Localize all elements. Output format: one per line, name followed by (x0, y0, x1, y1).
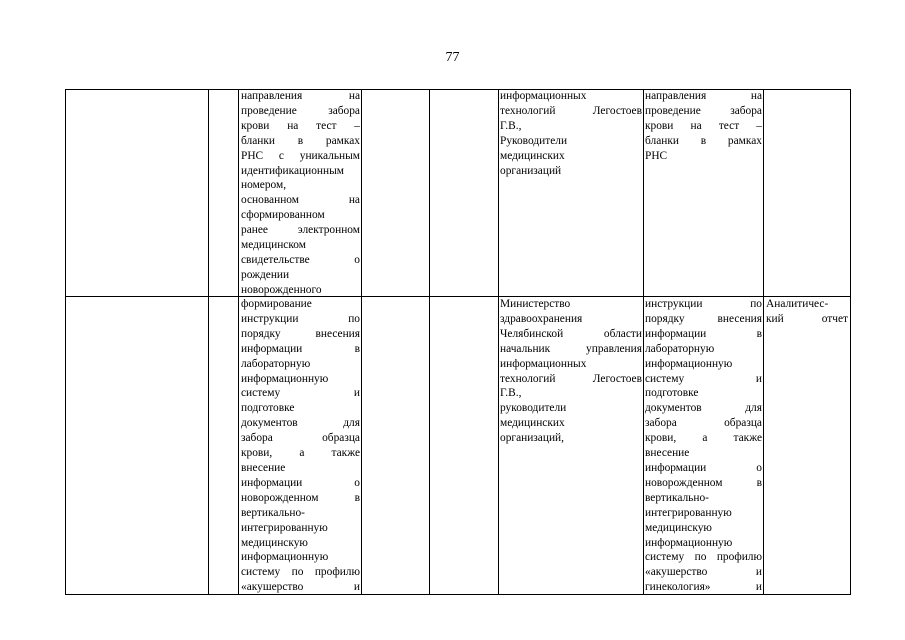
cell-text-line: «акушерство и (241, 581, 360, 594)
cell-text-line: порядку внесения (645, 312, 762, 325)
cell-text-line: забора образца (645, 417, 762, 430)
cell-text-line: информации в (241, 342, 360, 355)
cell-text-line: новорожденном в (241, 491, 360, 504)
cell-text-line: Аналитичес- (766, 298, 829, 310)
cell-text-line: интегрированную (241, 521, 328, 534)
cell-text-line: Челябинской области (500, 327, 642, 340)
cell-text-line: лабораторную (645, 342, 715, 355)
cell-text-line: начальник управления (500, 342, 642, 355)
cell-text-line: инструкции по (645, 298, 762, 310)
cell-text-line: направления на (241, 90, 360, 102)
cell-text-line: проведение забора (241, 104, 360, 117)
cell-responsible (500, 89, 642, 178)
cell-text-line: руководители (500, 402, 567, 415)
cell-text-line: медицинских (500, 149, 565, 162)
cell-text-line: ранее электронном (241, 224, 360, 237)
cell-text-line: вертикально- (645, 491, 709, 504)
cell-text-line: направления на (645, 90, 762, 102)
cell-text-line: документов для (645, 402, 762, 415)
cell-text-line: новорожденном в (645, 476, 762, 489)
cell-text-line: лабораторную (241, 357, 311, 370)
cell-text-line: здравоохранения (500, 312, 583, 325)
cell-text-line: информационную (645, 357, 733, 370)
cell-text-line: организаций (500, 164, 562, 177)
cell-text-line: бланки в рамках (645, 134, 762, 147)
cell-text-line: основанном на (241, 194, 360, 207)
cell-text-line: вертикально- (241, 506, 305, 519)
cell-text-line: информации о (241, 476, 360, 489)
cell-result (645, 89, 762, 164)
cell-text-line: систему по профилю (241, 566, 360, 579)
cell-text-line: формирование (241, 298, 312, 310)
cell-text-line: Г.В., (500, 387, 522, 400)
column-border (763, 89, 764, 595)
cell-text-line: номером, (241, 179, 287, 192)
cell-text-line: систему и (645, 372, 762, 385)
cell-text-line: инструкции по (241, 312, 360, 325)
cell-text-line: внесение (241, 461, 286, 474)
cell-report (766, 297, 848, 327)
cell-text-line: внесение (645, 447, 690, 460)
cell-text-line: забора образца (241, 432, 360, 445)
cell-text-line: медицинских (500, 417, 565, 430)
cell-text-line: интегрированную (645, 506, 732, 519)
cell-text-line: информационных (500, 90, 587, 102)
cell-text-line: порядку внесения (241, 327, 360, 340)
cell-result (645, 297, 762, 595)
cell-measure (241, 89, 360, 298)
cell-text-line: идентификационным (241, 164, 344, 177)
cell-responsible (500, 297, 642, 446)
cell-text-line: информационных (500, 357, 587, 370)
cell-text-line: систему и (241, 387, 360, 400)
cell-text-line: крови, а также (645, 432, 762, 445)
column-border (361, 89, 362, 595)
column-border (850, 89, 851, 595)
cell-text-line: технологий Легостоев (500, 372, 642, 385)
cell-text-line: гинекология» и (645, 581, 762, 594)
cell-text-line: информационную (241, 551, 329, 564)
cell-text-line: рождении (241, 268, 290, 281)
cell-text-line: информационную (241, 372, 329, 385)
cell-text-line: бланки в рамках (241, 134, 360, 147)
cell-text-line: крови, а также (241, 447, 360, 460)
cell-measure (241, 297, 360, 595)
cell-text-line: систему по профилю (645, 551, 762, 564)
cell-text-line: свидетельстве о (241, 253, 360, 266)
cell-text-line: медицинскую (645, 521, 712, 534)
column-border (65, 89, 66, 595)
cell-text-line: проведение забора (645, 104, 762, 117)
cell-text-line: документов для (241, 417, 360, 430)
cell-text-line: медицинскую (241, 536, 308, 549)
cell-text-line: организаций, (500, 432, 564, 445)
document-table (65, 89, 851, 595)
cell-text-line: РНС (645, 149, 668, 162)
cell-text-line: кий отчет (766, 312, 848, 325)
cell-text-line: сформированном (241, 209, 325, 222)
cell-text-line: подготовке (241, 402, 295, 415)
column-border (238, 89, 239, 595)
cell-text-line: РНС с уникальным (241, 149, 360, 162)
cell-text-line: информации о (645, 461, 762, 474)
cell-text-line: подготовке (645, 387, 699, 400)
cell-text-line: крови на тест – (645, 119, 762, 132)
cell-text-line: информационную (645, 536, 733, 549)
cell-text-line: технологий Легостоев (500, 104, 642, 117)
column-border (643, 89, 644, 595)
cell-text-line: информации в (645, 327, 762, 340)
page-number: 77 (445, 50, 460, 65)
column-border (498, 89, 499, 595)
cell-text-line: Министерство (500, 298, 571, 310)
cell-text-line: «акушерство и (645, 566, 762, 579)
cell-text-line: новорожденного (241, 283, 322, 296)
cell-text-line: медицинском (241, 239, 306, 252)
column-border (208, 89, 209, 595)
cell-text-line: Руководители (500, 134, 568, 147)
cell-text-line: Г.В., (500, 119, 522, 132)
cell-text-line: крови на тест – (241, 119, 360, 132)
column-border (429, 89, 430, 595)
